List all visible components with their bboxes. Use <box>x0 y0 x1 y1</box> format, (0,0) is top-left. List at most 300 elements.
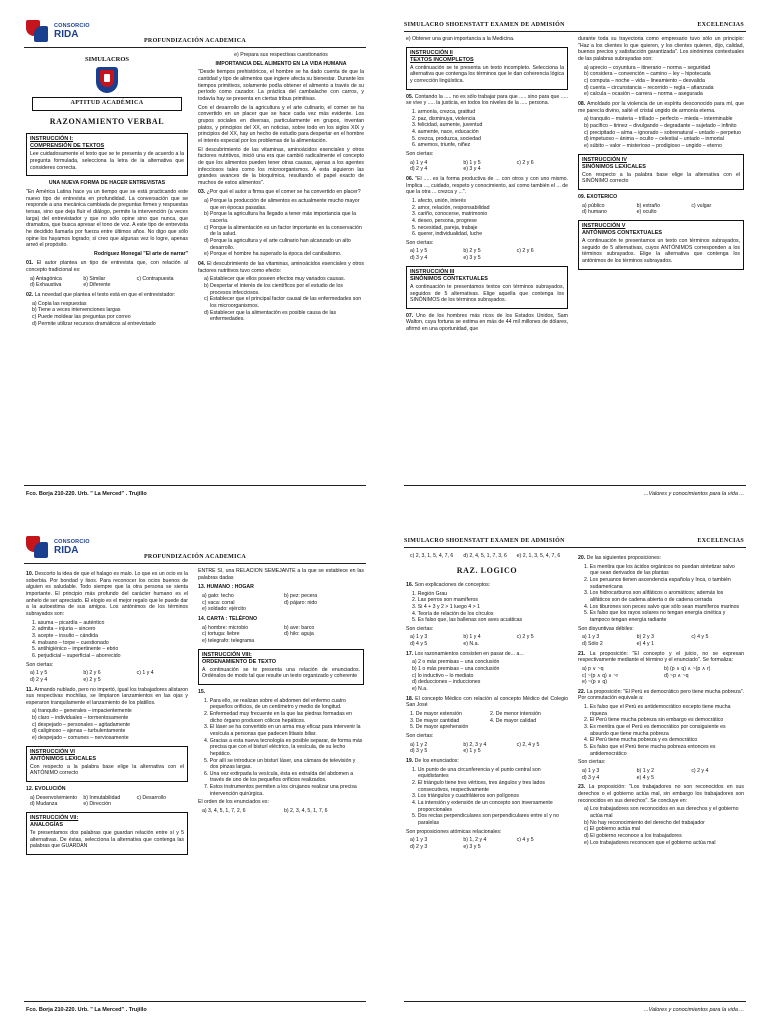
question-text: Descorto la idea de que el halago es malo. Lo que es un ocio es la soberbia. Por bondad y lisos. Para reconocer los ocios buenos de alguien es saludable. Todo siempre que la otra persona se sienta importante. El principio más profundo del carácter humano es el anhelo de ser apreciado. El elogio es el mejor regalo que le puede dar a la autoestima de sus amigos. Los antónimos de los términos subrayados son: <box>26 571 188 617</box>
statements <box>32 620 188 660</box>
statement: 1. De mayor extensión <box>410 711 462 718</box>
options <box>584 806 744 846</box>
statement: 4. Teoría de relación de los círculos <box>412 610 494 617</box>
option[interactable]: d) deducciones – inducciones <box>412 679 481 686</box>
statement: 2. Las perros son mamíferos <box>412 597 479 604</box>
statement: 2. admita – injuria – sincero <box>32 626 96 633</box>
options <box>410 742 568 755</box>
option[interactable]: d) pájaro: nido <box>284 599 318 606</box>
option[interactable]: a) 1 y 5 <box>410 248 428 255</box>
options <box>32 301 188 328</box>
option[interactable]: b) No hay reconocimiento del derecho del trabajador <box>584 819 705 826</box>
answer-label: Son disyuntivas débiles: <box>578 625 634 632</box>
question-text: De los enunciados: <box>414 757 459 764</box>
answer-label: Son ciertas: <box>406 733 434 740</box>
options <box>30 795 188 808</box>
footer-divider <box>24 1001 366 1002</box>
option[interactable]: a) 1 y 3 <box>410 634 428 641</box>
answer-label: Son proposiciones atómicas relacionales: <box>406 828 502 835</box>
option[interactable]: c) 2, 3, 1, 5, 4, 7, 6 <box>410 553 454 559</box>
reading-title: UNA NUEVA FORMA DE HACER ENTREVISTAS <box>48 180 166 187</box>
statement: 1. armonía, crezca, gratitud <box>412 109 476 115</box>
statements <box>412 198 568 238</box>
option[interactable]: a) 1 y 3 <box>582 768 600 775</box>
options <box>582 634 744 647</box>
option[interactable]: e) 1 y 5 <box>463 748 481 755</box>
option[interactable]: d) 2 y 3 <box>410 843 428 850</box>
reading-text: "En América Latina hace ya un tiempo que se está practicando este nuevo tipo de entrevista en profundidad. La conversación que se responde a una mecánica cambiada de preguntas firmes y respuestas tersas, sino que deja fluir el diálogo, permite la intervención (a veces larga) del entrevistador y que no sólo opine sino que nunca, que dramatiza, que busca apresar el tono de voz. A este tipo de entrevista he decidido llamarla por fuerza entre últimos años. No digo que sólo opine los hayamos logrado; sí creo que algunas vez lo logre, apenas arreó el propósito. <box>26 188 188 249</box>
statements <box>412 109 568 149</box>
option[interactable]: c) 1 y 4 <box>136 670 154 677</box>
option[interactable]: b) (p ∧ q) ∧ ~(p ∧ r) <box>664 665 711 672</box>
option[interactable]: d) El gobierno reconoce a los trabajadores <box>584 832 682 839</box>
section-title: RAZONAMIENTO VERBAL <box>49 116 165 126</box>
statement: 2. El triángulo tiene tres vértices, tres ángulos y tres lados consecutivos, respectivamente <box>412 779 545 793</box>
option[interactable]: a) tranquilo – materia – trillado – perfecto – mieda – interminable <box>584 116 733 123</box>
answer-label: Son ciertas: <box>26 661 54 668</box>
instruction-box <box>578 154 744 190</box>
option[interactable]: b) 2, 3 y 4 <box>463 741 487 748</box>
option[interactable]: d) 3 y 4 <box>410 255 428 262</box>
question-10: 10. Descorto la idea de que el halago es malo. Lo que es un ocio es la soberbia. Por bondad y lisos. Para reconocer los ocios buenos de alguien es saludable. Todo siempre que la otra persona se sienta importante. El principio más profundo del carácter humano es el anhelo de ser apreciado. El elogio es el mejor regalo que le puede dar a la autoestima de sus amigos. Los antónimos de los términos subrayados son: 1. asuma – picardía – auténtico 2. admita – injuria – sincero 3. acepte – insulto – cándida 4. malsano – torpe – cuestionado 5. antihigiénico – impertinente – ebrio 6. perjudicial – superficial – aborrecido Son ciertas: a) 1 y 5 b) 2 y 6 c) 1 y 4 d) 2 y 4 e) 2 y 5 <box>26 571 188 683</box>
question-08: 08. Amoldado por la violencia de un espíritu desconocido para mí, que me parecía divino, salté el cristal ungido de armonía eterna. a) tranquilo – materia – trillado – perfecto – mieda – interminable b) pacífico – tirinez – divulgando – degradante – sujetado – infinito c) precipitado – aíma – ignorado – sobrenatural – untado – perpetuo d) impetuoso – ánima – oculto – celestial – untado – inmortal e) súbito – valor – misterioso – prodigioso – ungido – eterno <box>578 100 744 149</box>
instruction-box <box>578 220 744 270</box>
statement: 3. El láser se ha convertido en un arma muy eficaz para intervenir la vesícula a personas que padecen litiasis biliar. <box>204 724 361 737</box>
option[interactable]: e) ~(p ∨ q) <box>582 679 607 686</box>
base-word: EVOLUCIÓN <box>34 786 66 793</box>
question-13: 13. HUMANO : HOGAR a) gato: techo b) pez: pecera c) vaca: corral d) pájaro: nido e) soldado: ejército <box>198 584 364 613</box>
statement: 6. amemos, triunfe, niñez <box>412 142 471 149</box>
option[interactable]: a) hombre: microbio <box>202 624 249 631</box>
header-divider <box>404 547 746 548</box>
question-text: El autor plantea un tipo de entrevista que, con relación al concepto tradicional es: <box>26 260 188 274</box>
instruction-text: A continuación te presentamos textos con términos subrayados, seguidos de 5 alternativas. Elige aquella que contenga los SINÓNIMOS de los términos subrayados. <box>410 283 564 304</box>
option[interactable]: c) computa – noche – vida – lineamiento – desvalida <box>584 77 705 84</box>
instruction-box <box>406 266 568 309</box>
instruction-box <box>406 47 568 90</box>
option[interactable]: e) 4 y 5 <box>636 774 654 781</box>
option[interactable]: b) considera – convención – camino – ley – hipotecada <box>584 71 711 78</box>
instruction-box <box>198 649 364 685</box>
option[interactable]: e) 3 y 4 <box>463 166 481 173</box>
question-02: 02. La novedad que plantea el texto está en que el entrevistador: a) Copia las respuestas b) Tiene a veces intervenciones largas c) Puede moldear las preguntas por correo d) Permite utilizar recursos dramáticos al entrevistado <box>26 292 188 327</box>
option[interactable]: b) 1 y 2 <box>636 768 654 775</box>
options <box>202 625 364 645</box>
option[interactable]: c) Contrapuesta <box>136 275 174 282</box>
option[interactable]: e) súbito – valor – misterioso – prodigioso – ungido – eterno <box>584 142 722 149</box>
instruction-text: Lee cuidadosamente el texto que se te presenta y de acuerdo a la pregunta formulada, selecciona la letra de la alternativa que consideres correcta. <box>30 151 184 171</box>
question-text: ¿Por qué el autor a firma que el comer se ha convertido en placer? <box>206 189 361 196</box>
option[interactable]: e) N.a. <box>463 641 479 648</box>
option[interactable]: b) Similar <box>83 275 106 282</box>
statement: 2. De menor intensión <box>490 711 541 718</box>
option[interactable]: c) 2 y 6 <box>516 248 534 255</box>
continued-option: e) Prepara sus respectivas cuestionarios <box>234 52 328 58</box>
option[interactable]: a) 1 y 3 <box>582 634 600 641</box>
instruction-box <box>26 133 188 176</box>
option[interactable]: b) Despertar el interés de los científicos por el estudio de los procesos infecciosos. <box>204 283 343 296</box>
footer-divider <box>404 485 746 486</box>
option[interactable]: b) 1 y 5 <box>463 159 481 166</box>
brand-line2: RIDA <box>54 29 79 40</box>
option[interactable]: c) 2, 4 y 5 <box>516 741 540 748</box>
instruction-heading: INSTRUCCIÓN III <box>410 268 455 275</box>
option[interactable]: e) 3 y 5 <box>463 843 481 850</box>
statement: 5. necesidad, pareja, trabaje <box>412 224 478 231</box>
question-text: La novedad que plantea el texto está en que el entrevistador: <box>34 292 176 299</box>
question-continuation: durante toda su trayectoria como empresario tuvo sólo un principio: "Haz a los clientes lo que quieren, y los clientes quieren, dijo, calidad, buenos precios y satisfacción garantizada". Los sinónimos contextuales de las palabras subrayadas son: <box>578 36 744 62</box>
base-word: EXOTERICO <box>586 193 618 200</box>
question-text: De las siguientes proposiciones: <box>586 555 662 561</box>
statement: 6. Una vez extirpada la vesícula, ésta es extraída del abdomen a través de uno de los pequeños orificios realizados. <box>204 770 354 784</box>
statement: 3. cariño, conocerse, matrimonio <box>412 211 488 218</box>
question-text: Amoldado por la violencia de un espíritu desconocido para mí, que me parecía divino, salté el cristal ungido de armonía eterna. <box>578 100 744 114</box>
question-11: 11. Armando nublado, pero no impertó, igual los trabajadores alistaron sus respectivas mochilas, se limpiaron lanzamientos en las ojas y esperaron tranquilamente el lanzamiento de los platillos. a) tranquilo – generales – impacientemente b) claro – individuales – tormentosamente c) despejado – personales – agitadamente d) caliginoso – ajenas – turbulentamente e) despejado – comunes – nerviosamente <box>26 686 188 742</box>
statements <box>584 564 744 624</box>
page-header: PROFUNDIZACIÓN ACADEMICA <box>143 38 247 44</box>
statement: 3. Si 4 + 3 y 2 > 1 luego 4 > 1 <box>412 603 480 610</box>
reading-paragraph: Con el desarrollo de la agricultura y el arte culinario, el comer se ha convertido en un placer que se hace cada vez más evidente. Los grupos sociales en diversas, particularmente en grupos, inventan platos, y principios del XX, en noticias, sobre todo en los siglos XIX y principios del XX, hay un hecho de estudio para despertar en el hombre el interés especial por los problemas de la alimentación. <box>198 104 364 144</box>
question-12: 12. EVOLUCIÓN a) Desenvolvimiento b) Inmutabilidad c) Desarrollo d) Mudanza e) Dirección <box>26 786 188 808</box>
option[interactable]: c) 4 y 5 <box>516 837 534 844</box>
option[interactable]: a) Porque la producción de alimentos es actualmente mucho mayor que en épocas pasadas. <box>204 198 360 211</box>
instruction-heading: INSTRUCCIÓN IV <box>582 156 627 163</box>
statements <box>410 711 568 731</box>
instruction-subheading: ORDENAMIENTO DE TEXTO <box>202 658 277 665</box>
statement: 5. Es falso que el Perú tiene mucha pobreza entonces es antidemocrático <box>584 744 716 757</box>
page-3 <box>16 530 374 1018</box>
option[interactable]: a) 1 y 5 <box>30 670 48 677</box>
header-divider <box>404 31 746 32</box>
simulacros-label: SIMULACROS <box>84 56 130 63</box>
option[interactable]: d) humano <box>582 209 607 216</box>
option[interactable]: b) 2 y 3 <box>636 634 654 641</box>
option[interactable]: e) 2 y 5 <box>83 676 101 683</box>
question-21: 21. La proposición: "El concepto y el juicio, no se expresan respectivamente mediante el término y el enunciado". Se formaliza: a) p ∨ ~q b) (p ∧ q) ∧ ~(p ∧ r) c) ~(p ∧ q) ∧ ~r d) ~p ∧ ~q e) ~(p ∨ q) <box>578 650 744 686</box>
question-09: 09. EXOTERICO a) público b) extraño c) vulgar d) humano e) oculto <box>578 194 744 216</box>
question-17: 17. Los razonamientos consisten en pasar de... a... a) 2 o más premisas – una conclusión b) 1 o más premisas – una conclusión c) lo inductivo – lo mediato d) deducciones – inducciones e) N.a. <box>406 651 568 693</box>
statement: 1. Para ello, se realizan sobre el abdomen del enfermo cuatro pequeños orificios, de un centímetro y medio de longitud. <box>204 697 346 711</box>
options <box>582 203 744 216</box>
instruction-subheading: ANTÓNIMOS CONTEXTUALES <box>582 229 663 236</box>
options <box>202 593 364 613</box>
school-crest-icon <box>96 67 118 93</box>
options <box>204 198 364 258</box>
options <box>582 768 744 781</box>
option[interactable]: e) soldado: ejército <box>202 606 246 613</box>
page-header: SIMULACRO SHOENSTATT EXAMEN DE ADMISIÓN <box>404 538 565 544</box>
instruction-subheading: COMPRENSIÓN DE TEXTOS <box>30 143 105 150</box>
answer-label: El orden de los enunciados es: <box>198 799 269 806</box>
statement: 2. amor, relación, responsabilidad <box>412 204 490 211</box>
option[interactable]: c) precipitado – aíma – ignorado – sobrenatural – untado – perpetuo <box>584 129 741 136</box>
options <box>410 160 568 173</box>
option[interactable]: c) Puede moldear las preguntas por correo <box>32 314 131 321</box>
question-06: 06. "El ..... es la forma productiva de ... con otros y con uno mismo. Implica ..., cuidado, respeto y conocimiento, así como también el ... de que la otra ... crezca y ...". 1. afecto, unión, interés 2. amor, relación, responsabilidad 3. cariño, conocerse, matrimonio 4. deseo, persona, progrese 5. necesidad, pareja, trabaje 6. querer, individualidad, luche Son ciertas: a) 1 y 5 b) 2 y 5 c) 2 y 6 d) 3 y 4 e) 3 y 5 <box>406 175 568 262</box>
option[interactable]: a) público <box>582 202 605 209</box>
option[interactable]: c) Porque la alimentación es un factor importante en la conservación de la salud. <box>204 224 362 238</box>
statement: 4. Los tiburones son peces salvo que sólo sean mamíferos marinos <box>584 603 740 610</box>
page-1 <box>16 14 374 502</box>
option[interactable]: b) 1 y 4 <box>463 634 481 641</box>
option[interactable]: d) hilo: aguja <box>284 631 314 638</box>
header-divider <box>24 47 366 48</box>
reading-title: IMPORTANCIA DEL ALIMENTO EN LA VIDA HUMANA <box>215 60 347 67</box>
page-footer: ...Valores y conocimientos para la vida ... <box>643 1006 744 1013</box>
option[interactable]: c) tortuga: liebre <box>202 631 240 638</box>
option[interactable]: e) calcula – ocasión – carrera – norma – asegurada <box>584 91 703 98</box>
page-header: PROFUNDIZACIÓN ACADEMICA <box>143 554 247 560</box>
option[interactable]: a) Antagónica <box>30 275 62 282</box>
footer-divider <box>404 1001 746 1002</box>
option[interactable]: b) ave: barco <box>284 624 315 631</box>
option[interactable]: c) Desarrollo <box>136 794 167 801</box>
page-header-tag: EXCELENCIAS <box>697 538 744 544</box>
statement: 5. crezca, produzca, sociedad <box>412 135 481 142</box>
options <box>30 276 188 289</box>
statements <box>412 591 568 624</box>
option[interactable]: e) despejado – comunes – nerviosamente <box>32 735 129 742</box>
option[interactable]: e) 2, 1, 3, 5, 4, 7, 6 <box>516 553 561 559</box>
option[interactable]: b) 2 y 5 <box>463 248 481 255</box>
option[interactable]: d) caliginoso – ajenas – turbulentamente <box>32 728 126 735</box>
option[interactable]: b) extraño <box>636 202 661 209</box>
option[interactable]: b) 2, 3, 4, 5, 1, 7, 6 <box>284 808 328 815</box>
option[interactable]: c) lo inductivo – lo mediato <box>412 672 474 679</box>
instruction-box <box>26 746 188 782</box>
option[interactable]: b) 1, 2 y 4 <box>463 837 487 844</box>
left-column <box>406 36 568 480</box>
option[interactable]: a) Establecer que ellos poseen efectos muy variados causas. <box>204 276 346 283</box>
option[interactable]: c) 2 y 5 <box>516 634 534 641</box>
option[interactable]: d) 3 y 4 <box>582 774 600 781</box>
instruction-subheading: SINÓNIMOS LEXICALES <box>582 163 646 170</box>
answer-label: Son ciertas: <box>406 625 434 632</box>
option[interactable]: c) despejado – personales – agitadamente <box>32 721 131 728</box>
option[interactable]: d) 3 y 5 <box>410 748 428 755</box>
option[interactable]: d) cuenta – circunstancia – recorrido – regla – afianzada <box>584 84 714 91</box>
page-footer: ...Valores y conocimientos para la vida ... <box>643 490 744 497</box>
instruction-heading: INSTRUCCIÓN II <box>410 49 453 56</box>
reading-author: Rodríguez Monegal "El arte de narrar" <box>94 250 188 257</box>
option[interactable]: e) Porque el hombre ha superado la época del canibalismo. <box>204 251 342 258</box>
instruction-box <box>26 812 188 855</box>
statement: 3. De mayor cantidad <box>410 717 460 724</box>
option[interactable]: b) pez: pecera <box>284 592 318 599</box>
option[interactable]: c) vaca: corral <box>202 599 235 606</box>
question-01: 01. El autor plantea un tipo de entrevista que, con relación al concepto tradicional es: a) Antagónica b) Similar c) Contrapuesta d) Exhaustiva e) Diferente <box>26 260 188 289</box>
right-column <box>578 552 744 996</box>
options <box>410 634 568 647</box>
statement: 2. paz, disminuya, violencia <box>412 115 476 122</box>
right-column <box>578 36 744 480</box>
statement: 1. Es mentira que los ácidos orgánicos no puedan sintetizar salvo que sean derivados de las plantas <box>584 563 735 577</box>
instruction-text: A continuación se te presenta un texto incompleto. Selecciona la alternativa que contenga los términos que le dan coherencia lógica y corrección lingüística. <box>410 64 564 85</box>
option[interactable]: d) Permite utilizar recursos dramáticos al entrevistado <box>32 320 156 327</box>
statement: 4. deseo, persona, progrese <box>412 217 477 224</box>
options <box>410 248 568 261</box>
option[interactable]: a) 1 y 2 <box>410 741 428 748</box>
instruction-subheading: SINÓNIMOS CONTEXTUALES <box>410 275 488 282</box>
option[interactable]: e) oculto <box>636 209 657 216</box>
statements <box>584 704 744 757</box>
option[interactable]: b) 1 o más premisas – una conclusión <box>412 666 500 673</box>
statement: 4. malsano – torpe – cuestionado <box>32 639 109 646</box>
statement: 1. afecto, unión, interés <box>412 197 466 204</box>
option[interactable]: a) tranquilo – generales – impacientemente <box>32 708 132 715</box>
option[interactable]: a) 1 y 3 <box>410 837 428 844</box>
option[interactable]: d) Porque la agricultura y el arte culinario han alcanzado un alto desarrollo. <box>204 238 351 251</box>
option[interactable]: c) 4 y 5 <box>691 634 709 641</box>
option[interactable]: c) El gobierno actúa mal <box>584 826 640 833</box>
statement: 3. Los hidrocarburos son alifáticos o aromáticos; además los alifáticos son de cadena abierta o de cadena cerrada <box>584 590 724 603</box>
left-column <box>26 52 188 480</box>
reading-paragraph: "Desde tiempos prehistóricos, el hombre se ha dado cuenta de que la cantidad y tipo de alimentos que ingiere afecta su bienestar. Durante los tiempos primitivos, solamente podía obtener el alimento a través de su período como cazador. La práctica del cambalache con carros, y todavía hay se presenta en ciertas tribus primitivas. <box>198 69 364 102</box>
question-text: El concepto Médico con relación al concepto Médico del Colegio San José <box>406 695 568 709</box>
option[interactable]: e) 3 y 5 <box>463 255 481 262</box>
option[interactable]: d) Sólo 2 <box>582 640 603 647</box>
option[interactable]: d) 2 y 4 <box>410 166 428 173</box>
option[interactable]: d) Exhaustiva <box>30 282 62 289</box>
statement: 1. asuma – picardía – auténtico <box>32 619 105 626</box>
option[interactable]: b) Porque la agricultura ha llegado a tener más importancia que la cacería. <box>204 211 356 225</box>
statement: 5. antihigiénico – impertinente – ebrio <box>32 646 119 653</box>
page-4 <box>396 530 754 1018</box>
question-19: 19. De los enunciados: 1. Un punto de una circunferencia y el punto central son equidistantes 2. El triángulo tiene tres vértices, tres ángulos y tres lados consecutivos, respectivamente 3. Los triángulos y cuadriláteros son polígonos 4. La intensión y extensión de un concepto son inversamente proporcionales 5. Dos rectas perpendiculares son perpendiculares entre sí y no paralelas Son proposiciones atómicas relacionales: a) 1 y 3 b) 1, 2 y 4 c) 4 y 5 d) 2 y 3 e) 3 y 5 <box>406 758 568 851</box>
header-divider <box>24 563 366 564</box>
statement: 2. Enfermedad muy frecuente en la que las piedras formadas en dicho órgano producen cólicos hepáticos. <box>204 710 352 724</box>
option[interactable]: b) Tiene a veces intervenciones largas <box>32 307 121 314</box>
options <box>202 808 364 815</box>
analogy-pair: HUMANO : HOGAR <box>206 584 254 591</box>
statement: 1. Es falso que el Perú es antidemocrático excepto tiene mucha riqueza <box>584 704 731 717</box>
option[interactable]: a) gato: techo <box>202 592 234 599</box>
options <box>582 666 744 686</box>
option[interactable]: a) 2 o más premisas – una conclusión <box>412 659 500 666</box>
statement: 3. felicidad, aumente, juventud <box>412 122 483 129</box>
option[interactable]: d) impetuoso – ánima – oculto – celestial – untado – inmortal <box>584 136 724 143</box>
option[interactable]: d) Mudanza <box>30 801 58 808</box>
answer-label: Son ciertas: <box>406 150 434 157</box>
statement: 3. Es mentira que el Perú es democrático por consiguiente es absurdo que tiene mucha pobreza <box>584 724 726 737</box>
option[interactable]: a) Desenvolvimiento <box>30 794 77 801</box>
footer-divider <box>24 485 366 486</box>
options <box>412 659 568 692</box>
option[interactable]: a) aprecio – coyuntura – itinerario – norma – seguridad <box>584 64 711 71</box>
left-column <box>26 568 188 996</box>
option[interactable]: c) vulgar <box>691 202 712 209</box>
analogy-pair: CARTA : TELÉFONO <box>206 615 258 622</box>
instruction-text: Con respecto a la palabra base elige la alternativa con el SINÓNIMO correcto <box>582 171 740 185</box>
question-03: 03. ¿Por qué el autor a firma que el comer se ha convertido en placer? a) Porque la producción de alimentos es actualmente mucho mayor que en épocas pasadas. b) Porque la agricultura ha llegado a tener más importancia que la cacería. c) Porque la alimentación es un factor importante en la conservación de la salud. d) Porque la agricultura y el arte culinario han alcanzado un alto desarrollo. e) Porque el hombre ha superado la época del canibalismo. <box>198 189 364 258</box>
option[interactable]: e) Dirección <box>83 801 112 808</box>
options <box>584 116 744 149</box>
option[interactable]: d) 4 y 5 <box>410 641 428 648</box>
statement: 1. Región Grau <box>412 590 448 597</box>
statements <box>412 767 568 827</box>
answer-label: Son ciertas: <box>578 759 606 766</box>
option[interactable]: c) 2 y 4 <box>691 768 709 775</box>
instruction-heading: INSTRUCCIÓN V <box>582 222 626 229</box>
statements <box>204 698 364 798</box>
question-text: La proposición: "El concepto y el juicio, no se expresan respectivamente mediante el término y el enunciado". Se formaliza: <box>578 650 744 664</box>
option[interactable]: e) 4 y 1 <box>636 640 654 647</box>
page-2 <box>396 14 754 502</box>
option[interactable]: a) 3, 4, 5, 1, 7, 2, 6 <box>202 808 246 815</box>
page-footer: Fco. Borja 210-220. Urb. " La Merced" . Trujillo <box>26 1006 147 1013</box>
instruction-subheading: ANTÓNIMOS LEXICALES <box>30 755 97 762</box>
brand-line1: CONSORCIO <box>54 539 90 545</box>
option[interactable]: b) 2 y 6 <box>83 670 101 677</box>
left-column <box>406 552 568 996</box>
option[interactable]: d) Establecer que la alimentación es posible causa de las enfermedades. <box>204 309 337 323</box>
question-07: 07. Uno de los hombres más ricos de los Estados Unidos, Sam Walton, cuya fortuna se estima en más de 44 mil millones de dólares, afirmó en una oportunidad, que <box>406 312 568 333</box>
option[interactable]: a) 1 y 4 <box>410 159 428 166</box>
options <box>410 837 568 850</box>
option[interactable]: b) claro – individuales – tormentosamente <box>32 715 129 722</box>
right-column <box>198 568 364 996</box>
option[interactable]: c) ~(p ∧ q) ∧ ~r <box>582 672 619 679</box>
statement: 4. De mayor calidad <box>490 717 537 724</box>
statement: 4. aumente, nace, educación <box>412 128 479 135</box>
instruction-heading: INSTRUCCIÓN VIII: <box>202 651 252 658</box>
instruction-text: Te presentamos dos palabras que guardan relación entre sí y 5 alternativas. De éstas, selecciona la alternativa que contenga las palabras que GUARDAN <box>30 830 184 850</box>
question-text: El descubrimiento de las vitaminas, aminoácidos esenciales y otros factores nutritivos tuvo como efecto: <box>198 261 364 274</box>
section-title: RAZ. LOGICO <box>456 565 518 575</box>
instruction-text: A continuación se te presenta una relación de enunciados. Ordénalos de modo tal que resulte un texto organizado y coherente <box>202 666 360 680</box>
question-text: Armando nublado, pero no impertó, igual los trabajadores alistaron sus respectivas mochilas, se limpiaron lanzamientos en las ojas y esperaron tranquilamente el lanzamiento de los platillos. <box>26 686 188 706</box>
option[interactable]: a) Los trabajadores son reconocidos en sus derechos y el gobierno actúa mal <box>584 806 739 819</box>
option[interactable]: a) p ∨ ~q <box>582 665 604 672</box>
option[interactable]: d) 2, 4, 5, 1, 7, 3, 6 <box>463 553 507 559</box>
reading-paragraph: El descubrimiento de las vitaminas, aminoácidos esenciales y otros factores nutritivos, inició una era que cambió radicalmente el concepto de que los alimentos pueden tener otras causas, ajenas a los agentes infecciosos tales como los microorganismos. A esta siguieron las grandes avances de la bioquímica, resultando el papel exacto de muchos de estos alimentos". <box>198 146 364 186</box>
instruction-heading: INSTRUCCIÓN I: <box>30 136 74 143</box>
question-04: 04. El descubrimiento de las vitaminas, aminoácidos esenciales y otros factores nutritivos tuvo como efecto: a) Establecer que ellos poseen efectos muy variados causas. b) Despertar el interés de los científicos por el estudio de los procesos infecciosos. c) Establecer que el principal factor causal de las enfermedades son los microorganismos. d) Establecer que la alimentación es posible causa de las enfermedades. <box>198 261 364 323</box>
option[interactable]: e) Los trabajadores reconocen que el gobierno actúa mal <box>584 839 716 846</box>
option[interactable]: c) 2 y 6 <box>516 159 534 166</box>
option[interactable]: d) 2 y 4 <box>30 676 48 683</box>
brand-line2: RIDA <box>54 545 79 556</box>
question-16: 16. Son explicaciones de conceptos: 1. Región Grau 2. Las perros son mamíferos 3. Si 4 + 3 y 2 > 1 luego 4 > 1 4. Teoría de relación de los círculos 5. Es falso que, las ballenas son aves acuáticas Son ciertas: a) 1 y 3 b) 1 y 4 c) 2 y 5 d) 4 y 5 e) N.a. <box>406 582 568 648</box>
options <box>30 670 188 683</box>
option[interactable]: e) Diferente <box>83 282 111 289</box>
options <box>32 708 188 741</box>
question-05: 05. Contando la ..... no es sólo trabajar para que ..... sino para que ..... se vive y ..... la justicia, en todos los niveles de la ..... persona. 1. armonía, crezca, gratitud 2. paz, disminuya, violencia 3. felicidad, aumente, juventud 4. aumente, nace, educación 5. crezca, produzca, sociedad 6. amemos, triunfe, niñez Son ciertas: a) 1 y 4 b) 1 y 5 c) 2 y 6 d) 2 y 4 e) 3 y 4 <box>406 93 568 173</box>
question-text: "El ..... es la forma productiva de ... con otros y con uno mismo. Implica ..., cuidado, respeto y conocimiento, así como también el ... de que la otra ... crezca y ...". <box>406 175 568 196</box>
question-15: 15. 1. Para ello, se realizan sobre el abdomen del enfermo cuatro pequeños orificios, de un centímetro y medio de longitud. 2. Enfermedad muy frecuente en la que las piedras formadas en dicho órgano producen cólicos hepáticos. 3. El láser se ha convertido en un arma muy eficaz para intervenir la vesícula a personas que padecen litiasis biliar. 4. Gracias a esta nueva tecnología es posible separar, de forma más precisa que con el bisturí eléctrico, la vesícula, de su lecho hepático. 5. Por allí se introduce un bisturí láser, una cámara de televisión y dos pinzas largas. 6. Una vez extirpada la vesícula, ésta es extraída del abdomen a través de uno de los pequeños orificios realizados. 7. Estos instrumentos permiten a los cirujanos realizar una precisa intervención quirúrgica. El orden de los enunciados es: a) 3, 4, 5, 1, 7, 2, 6 b) 2, 3, 4, 5, 1, 7, 6 <box>198 688 363 815</box>
statement: 6. perjudicial – superficial – aborrecido <box>32 652 121 659</box>
option[interactable]: b) Inmutabilidad <box>83 794 121 801</box>
page-header-tag: EXCELENCIAS <box>697 22 744 28</box>
question-20: 20. De las siguientes proposiciones: 1. Es mentira que los ácidos orgánicos no puedan sintetizar salvo que sean derivados de las plantas 2. Los peruanos tienen ascendencia española y Inca, o también sudamericana 3. Los hidrocarburos son alifáticos o aromáticos; además los alifáticos son de cadena abierta o de cadena cerrada 4. Los tiburones son peces salvo que sólo sean mamíferos marinos 5. Es falso que los rayos solares no tengan energía cinética y tampoco tengan energía radiante Son disyuntivas débiles: a) 1 y 3 b) 2 y 3 c) 4 y 5 d) Sólo 2 e) 4 y 1 <box>578 555 744 648</box>
instruction-heading: INSTRUCCIÓN VII: <box>30 815 79 822</box>
option[interactable]: e) N.a. <box>412 686 428 693</box>
option[interactable]: b) pacífico – tirinez – divulgando – degradante – sujetado – infinito <box>584 122 737 129</box>
option[interactable]: d) ~p ∧ ~q <box>664 672 689 679</box>
option[interactable]: c) Establecer que el principal factor causal de las enfermedades son los microorganismos. <box>204 296 362 309</box>
continued-options <box>410 553 568 560</box>
continued-option: e) Obtener una gran importancia a la Medicina. <box>406 36 515 42</box>
statement: 4. El Perú tiene mucha pobreza y es democrático <box>584 737 698 744</box>
option[interactable]: a) Copia las respuestas <box>32 300 87 307</box>
statement: 5. De mayor aprehensión <box>410 724 469 731</box>
question-18: 18. El concepto Médico con relación al concepto Médico del Colegio San José 1. De mayor extensión 2. De menor intensión 3. De mayor cantidad 4. De mayor calidad 5. De mayor aprehensión Son ciertas: a) 1 y 2 b) 2, 3 y 4 c) 2, 4 y 5 d) 3 y 5 e) 1 y 5 <box>406 695 568 755</box>
statement: 5. Dos rectas perpendiculares son perpendiculares entre sí y no paralelas <box>412 813 560 826</box>
statement: 7. Estos instrumentos permiten a los cirujanos realizar una precisa intervención quirúrgica. <box>204 784 357 797</box>
question-text: Contando la ..... no es sólo trabajar para que ..... sino para que ..... se vive y ..... la justicia, en todos los niveles de la ..... persona. <box>406 93 568 107</box>
option[interactable]: e) telegrafo: telegrama <box>202 637 255 644</box>
question-text: Son explicaciones de conceptos: <box>414 581 491 588</box>
